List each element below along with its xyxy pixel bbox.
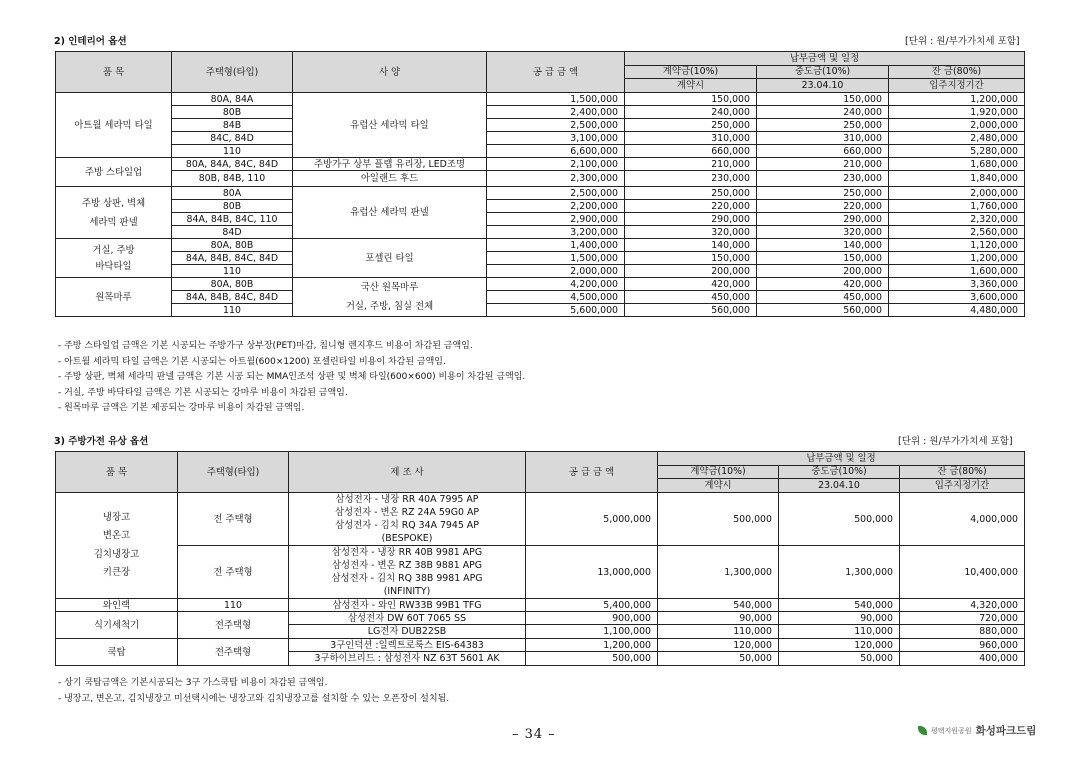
contract-cell: 210,000 (625, 158, 757, 171)
contract-cell: 50,000 (658, 652, 779, 666)
middle-cell: 310,000 (757, 132, 889, 145)
contract-cell: 250,000 (625, 187, 757, 200)
balance-cell: 4,000,000 (900, 493, 1025, 546)
contract-cell: 310,000 (625, 132, 757, 145)
middle-cell: 420,000 (757, 278, 889, 291)
price-cell: 4,500,000 (487, 291, 625, 304)
leaf-icon (918, 726, 927, 735)
balance-cell: 10,400,000 (900, 546, 1025, 599)
maker-cell (289, 493, 526, 546)
header-item: 품 목 (56, 452, 178, 493)
balance-cell: 960,000 (900, 639, 1025, 652)
price-cell: 2,200,000 (487, 200, 625, 213)
type-cell: 전 주택형 (178, 493, 289, 546)
price-cell: 5,000,000 (526, 493, 658, 546)
note-line: - 냉장고, 변온고, 김치냉장고 미선택시에는 냉장고와 김치냉장고를 설치할 수 있는 오픈장이 설치됨. (58, 693, 450, 704)
maker-cell: 3구인덕션 :일렉트로룩스 EIS-64383 (289, 639, 526, 652)
item-cell (56, 239, 172, 278)
maker-line: 삼성전자 - 냉장 RR 40A 7995 AP (335, 494, 479, 505)
contract-cell: 1,300,000 (658, 546, 779, 599)
note-line: - 상기 쿡탑금액은 기본시공되는 3구 가스쿡탑 비용이 차감된 금액임. (58, 678, 328, 688)
header-middle-when: 23.04.10 (779, 479, 900, 493)
spec-cell (293, 278, 487, 317)
item-line: 바닥타일 (95, 260, 132, 272)
item-line: 변온고 (102, 530, 131, 541)
price-cell: 6,600,000 (487, 145, 625, 158)
balance-cell: 4,320,000 (900, 599, 1025, 612)
header-schedule: 납부금액 및 일정 (625, 52, 1025, 66)
table-row (56, 106, 1025, 119)
type-cell: 110 (178, 599, 289, 612)
note-line: - 거실, 주방 바닥타일 금액은 기본 시공되는 강마루 비용이 차감된 금액임. (58, 387, 348, 398)
spec-cell: 아일랜드 후드 (293, 171, 487, 187)
price-cell: 1,200,000 (526, 639, 658, 652)
type-cell: 80A (172, 187, 293, 200)
header-middle: 중도금(10%) (779, 465, 900, 479)
header-balance: 잔 금(80%) (889, 65, 1025, 79)
middle-cell: 290,000 (757, 213, 889, 226)
middle-cell: 230,000 (757, 171, 889, 187)
balance-cell: 1,120,000 (889, 239, 1025, 252)
header-maker: 제 조 사 (289, 452, 526, 493)
spec-line: 거실, 주방, 침실 전체 (345, 301, 434, 312)
contract-cell: 150,000 (625, 252, 757, 265)
table-row (56, 304, 1025, 317)
middle-cell: 120,000 (779, 639, 900, 652)
header-type: 주택형(타입) (172, 52, 293, 93)
header-balance-when: 입주지정기간 (900, 479, 1025, 493)
type-cell: 80A, 84A (172, 93, 293, 106)
contract-cell: 420,000 (625, 278, 757, 291)
header-price: 공 급 금 액 (487, 52, 625, 93)
table-row (56, 213, 1025, 226)
item-cell: 식기세척기 (56, 612, 178, 639)
type-cell: 전 주택형 (178, 546, 289, 599)
balance-cell: 1,920,000 (889, 106, 1025, 119)
contract-cell: 290,000 (625, 213, 757, 226)
balance-cell: 2,480,000 (889, 132, 1025, 145)
middle-cell: 200,000 (757, 265, 889, 278)
spec-cell: 유럽산 세라믹 판넬 (293, 187, 487, 239)
table-row (56, 226, 1025, 239)
note-line: - 아트월 세라믹 타일 금액은 기본 시공되는 아트월(600×1200) 포셀린타일 비용이 차감된 금액임. (58, 356, 446, 367)
contract-cell: 90,000 (658, 612, 779, 625)
table-row (56, 546, 1025, 599)
section-title-appliance: 3) 주방가전 유상 옵션 (54, 436, 149, 447)
header-type: 주택형(타입) (178, 452, 289, 493)
item-cell (56, 187, 172, 239)
item-cell: 원목마루 (56, 278, 172, 317)
item-line: 거실, 주방 (92, 244, 135, 256)
maker-line: (INFINITY) (383, 586, 431, 597)
contract-cell: 450,000 (625, 291, 757, 304)
table-row (56, 493, 1025, 546)
price-cell: 2,300,000 (487, 171, 625, 187)
type-cell: 110 (172, 304, 293, 317)
item-line: 키큰장 (102, 567, 131, 578)
balance-cell: 2,320,000 (889, 213, 1025, 226)
table-row (56, 291, 1025, 304)
price-cell: 4,200,000 (487, 278, 625, 291)
table-row (56, 612, 1025, 625)
middle-cell: 250,000 (757, 187, 889, 200)
price-cell: 1,400,000 (487, 239, 625, 252)
table-row (56, 187, 1025, 200)
contract-cell: 540,000 (658, 599, 779, 612)
note-line: - 주방 스타일업 금액은 기본 시공되는 주방가구 상부장(PET)마감, 침니형 렌지후드 비용이 차감된 금액임. (58, 341, 473, 351)
header-balance: 잔 금(80%) (900, 465, 1025, 479)
contract-cell: 240,000 (625, 106, 757, 119)
type-cell: 84A, 84B, 84C, 84D (172, 252, 293, 265)
table-row (56, 132, 1025, 145)
balance-cell: 1,200,000 (889, 252, 1025, 265)
balance-cell: 400,000 (900, 652, 1025, 666)
item-cell: 아트월 세라믹 타일 (56, 93, 172, 158)
section-title-interior: 2) 인테리어 옵션 (54, 36, 127, 47)
header-middle-when: 23.04.10 (757, 79, 889, 93)
contract-cell: 200,000 (625, 265, 757, 278)
middle-cell: 500,000 (779, 493, 900, 546)
middle-cell: 110,000 (779, 625, 900, 639)
appliance-option-table (55, 451, 1025, 666)
type-cell: 80B (172, 106, 293, 119)
balance-cell: 1,600,000 (889, 265, 1025, 278)
middle-cell: 50,000 (779, 652, 900, 666)
price-cell: 2,500,000 (487, 187, 625, 200)
footer-logo (918, 723, 1036, 738)
balance-cell: 1,680,000 (889, 158, 1025, 171)
balance-cell: 1,760,000 (889, 200, 1025, 213)
type-cell: 전주택형 (178, 639, 289, 666)
spec-cell: 유럽산 세라믹 타일 (293, 93, 487, 158)
item-line: 세라믹 판넬 (89, 216, 138, 228)
price-cell: 900,000 (526, 612, 658, 625)
table-row (56, 639, 1025, 652)
price-cell: 2,000,000 (487, 265, 625, 278)
price-cell: 1,100,000 (526, 625, 658, 639)
type-cell: 80A, 80B (172, 239, 293, 252)
unit-note-interior: [단위 : 원/부가가치세 포함] (905, 36, 1020, 47)
price-cell: 3,200,000 (487, 226, 625, 239)
maker-cell (289, 546, 526, 599)
item-line: 냉장고 (102, 511, 131, 523)
logo-small-text: 평택지원공원 (931, 726, 972, 735)
maker-cell: 3구하이브리드 : 삼성전자 NZ 63T 5601 AK (289, 652, 526, 666)
type-cell: 80B (172, 200, 293, 213)
maker-cell: 삼성전자 - 와인 RW33B 99B1 TFG (289, 599, 526, 612)
item-line: 김치냉장고 (93, 548, 140, 560)
spec-cell: 주방가구 상부 플랩 유리장, LED조명 (293, 158, 487, 171)
middle-cell: 1,300,000 (779, 546, 900, 599)
type-cell: 110 (172, 265, 293, 278)
balance-cell: 1,200,000 (889, 93, 1025, 106)
maker-line: 삼성전자 - 김치 RQ 34A 7945 AP (335, 520, 479, 531)
header-contract-when: 계약시 (658, 479, 779, 493)
middle-cell: 320,000 (757, 226, 889, 239)
type-cell: 전주택형 (178, 612, 289, 639)
unit-note-appliance: [단위 : 원/부가가치세 포함] (898, 436, 1013, 447)
price-cell: 2,500,000 (487, 119, 625, 132)
table-row (56, 93, 1025, 106)
maker-line: 삼성전자 - 변온 RZ 38B 9881 APG (331, 560, 483, 571)
price-cell: 5,400,000 (526, 599, 658, 612)
header-schedule: 납부금액 및 일정 (658, 452, 1025, 466)
table-row (56, 239, 1025, 252)
interior-option-table (55, 51, 1025, 317)
balance-cell: 1,840,000 (889, 171, 1025, 187)
contract-cell: 320,000 (625, 226, 757, 239)
contract-cell: 560,000 (625, 304, 757, 317)
type-cell: 80A, 84A, 84C, 84D (172, 158, 293, 171)
type-cell: 84C, 84D (172, 132, 293, 145)
table-row (56, 119, 1025, 132)
header-price: 공 급 금 액 (526, 452, 658, 493)
header-contract: 계약금(10%) (625, 65, 757, 79)
price-cell: 13,000,000 (526, 546, 658, 599)
middle-cell: 240,000 (757, 106, 889, 119)
contract-cell: 230,000 (625, 171, 757, 187)
balance-cell: 5,280,000 (889, 145, 1025, 158)
header-balance-when: 입주지정기간 (889, 79, 1025, 93)
contract-cell: 110,000 (658, 625, 779, 639)
middle-cell: 150,000 (757, 252, 889, 265)
middle-cell: 150,000 (757, 93, 889, 106)
item-cell: 와인랙 (56, 599, 178, 612)
note-line: - 원목마루 금액은 기본 제공되는 강마루 비용이 차감된 금액임. (58, 403, 305, 413)
middle-cell: 450,000 (757, 291, 889, 304)
maker-line: 삼성전자 - 변온 RZ 24A 59G0 AP (334, 507, 480, 518)
appliance-notes (58, 676, 449, 707)
balance-cell: 2,000,000 (889, 187, 1025, 200)
balance-cell: 3,360,000 (889, 278, 1025, 291)
middle-cell: 660,000 (757, 145, 889, 158)
middle-cell: 210,000 (757, 158, 889, 171)
middle-cell: 250,000 (757, 119, 889, 132)
contract-cell: 150,000 (625, 93, 757, 106)
balance-cell: 2,000,000 (889, 119, 1025, 132)
spec-line: 국산 원목마루 (360, 282, 419, 293)
type-cell: 80A, 80B (172, 278, 293, 291)
table-row (56, 171, 1025, 187)
item-cell: 쿡탑 (56, 639, 178, 666)
balance-cell: 720,000 (900, 612, 1025, 625)
balance-cell: 880,000 (900, 625, 1025, 639)
balance-cell: 4,480,000 (889, 304, 1025, 317)
table-row (56, 599, 1025, 612)
item-cell: 주방 스타일업 (56, 158, 172, 187)
table-row (56, 145, 1025, 158)
middle-cell: 90,000 (779, 612, 900, 625)
header-middle: 중도금(10%) (757, 65, 889, 79)
table-row (56, 278, 1025, 291)
header-contract: 계약금(10%) (658, 465, 779, 479)
maker-line: (BESPOKE) (381, 533, 433, 544)
type-cell: 84D (172, 226, 293, 239)
maker-cell: 삼성전자 DW 60T 7065 SS (289, 612, 526, 625)
contract-cell: 500,000 (658, 493, 779, 546)
type-cell: 84A, 84B, 84C, 84D (172, 291, 293, 304)
middle-cell: 140,000 (757, 239, 889, 252)
spec-cell: 포셀린 타일 (293, 239, 487, 278)
price-cell: 1,500,000 (487, 252, 625, 265)
header-item: 품 목 (56, 52, 172, 93)
table-row (56, 200, 1025, 213)
maker-line: 삼성전자 - 김치 RQ 38B 9981 APG (331, 573, 483, 584)
type-cell: 84A, 84B, 84C, 110 (172, 213, 293, 226)
contract-cell: 250,000 (625, 119, 757, 132)
price-cell: 3,100,000 (487, 132, 625, 145)
item-cell (56, 493, 178, 599)
price-cell: 2,900,000 (487, 213, 625, 226)
contract-cell: 140,000 (625, 239, 757, 252)
middle-cell: 560,000 (757, 304, 889, 317)
logo-brand-text: 화성파크드림 (975, 725, 1037, 737)
item-line: 주방 상판, 벽체 (81, 197, 146, 209)
interior-notes (58, 339, 525, 417)
table-row (56, 265, 1025, 278)
type-cell: 80B, 84B, 110 (172, 171, 293, 187)
type-cell: 84B (172, 119, 293, 132)
type-cell: 110 (172, 145, 293, 158)
header-contract-when: 계약시 (625, 79, 757, 93)
price-cell: 500,000 (526, 652, 658, 666)
price-cell: 1,500,000 (487, 93, 625, 106)
middle-cell: 220,000 (757, 200, 889, 213)
contract-cell: 220,000 (625, 200, 757, 213)
balance-cell: 3,600,000 (889, 291, 1025, 304)
note-line: - 주방 상판, 벽체 세라믹 판넬 금액은 기본 시공 되는 MMA인조석 상판 및 벽체 타일(600×600) 비용이 차감된 금액임. (58, 372, 526, 382)
maker-line: 삼성전자 - 냉장 RR 40B 9981 APG (331, 547, 483, 558)
price-cell: 2,100,000 (487, 158, 625, 171)
header-spec: 사 양 (293, 52, 487, 93)
balance-cell: 2,560,000 (889, 226, 1025, 239)
table-row (56, 158, 1025, 171)
middle-cell: 540,000 (779, 599, 900, 612)
price-cell: 5,600,000 (487, 304, 625, 317)
contract-cell: 120,000 (658, 639, 779, 652)
table-row (56, 252, 1025, 265)
contract-cell: 660,000 (625, 145, 757, 158)
page-number: – 34 – (512, 727, 556, 742)
price-cell: 2,400,000 (487, 106, 625, 119)
maker-cell: LG전자 DUB22SB (289, 625, 526, 639)
